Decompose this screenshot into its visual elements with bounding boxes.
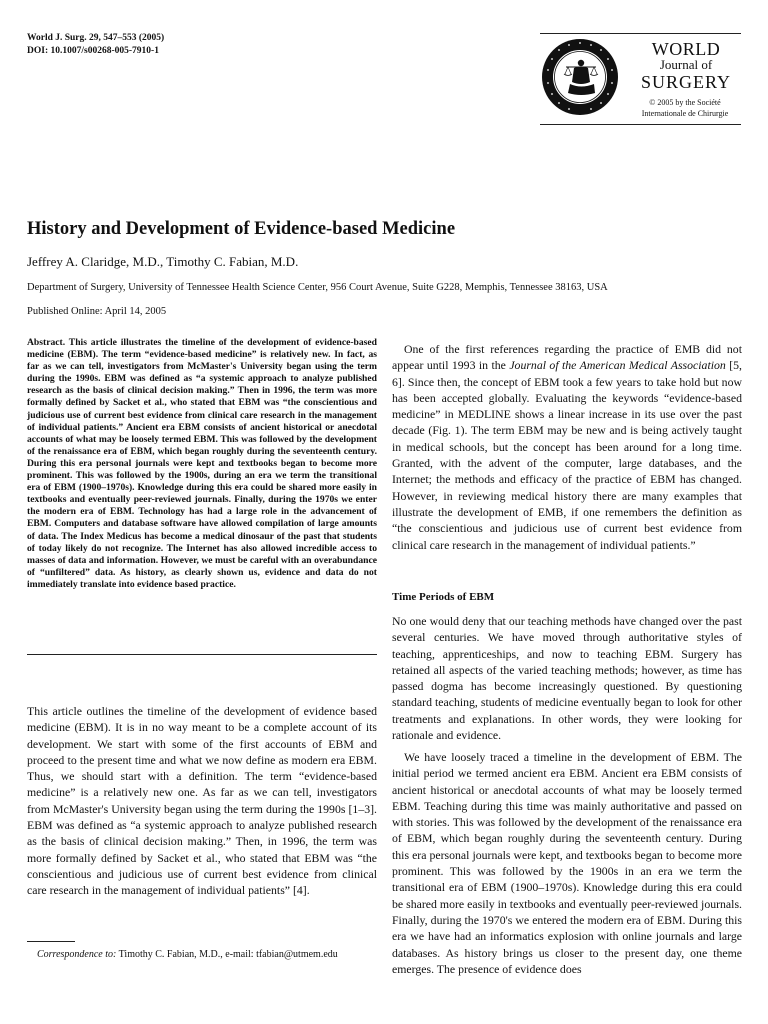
footnote-divider [27, 941, 75, 942]
author-affiliation: Department of Surgery, University of Tennessee Health Science Center, 956 Court Avenue, Suite G228, Memphis, Tennessee 38163, USA [27, 282, 608, 293]
copyright-line-1: © 2005 by the Société [649, 98, 721, 107]
abstract-divider [27, 654, 377, 655]
correspondence-footnote [27, 948, 377, 962]
journal-name-world: WORLD [651, 39, 721, 59]
body-paragraph-1 [392, 341, 742, 553]
abstract-text: Abstract. This article illustrates the timeline of the development of evidence-based medicine (EBM). The term “evidence-based medicine” is relatively new. In fact, as far as we can tell, investigators from McMaster's University began using the term during the 1990s. EBM was defined as “a systemic approach to analyze published research as the basis of clinical decision making.” Then in 1996, the term was more formally defined by Sacket et al., who stated that EBM was “the conscientious and judicious use of current best evidence from clinical care research in the management of individual patients.” Ancient era EBM consists of ancient historical or anecdotal accounts of what may be loosely termed EBM. This was followed by the development of the renaissance era of EBM, which began roughly during the seventeenth century. During this era personal journals were kept and textbooks began to become more prominent. This was followed by the 1900s, during an era we term the transitional era of EBM (1900–1970s). Knowledge during this era could be shared more easily in textbooks and eventually peer-reviewed journals. Finally, during the 1970s we enter the modern era of EBM. Technology has had a large role in the advancement of EBM. Computers and database software have allowed compilation of large amounts of data. The Index Medicus has become a medical dinosaur of the past that students of today likely do not recognize. The Internet has also allowed incredible access to masses of data and information. However, we must be careful with an overabundance of “unfiltered” data. As history, as clearly shown us, evidence and data do not immediately translate into evidence based practice. [27, 337, 377, 590]
intro-paragraph: This article outlines the timeline of the development of evidence based medicine (EBM). It is in no way meant to be a complete account of its development. We start with some of the first accounts of EBM and proceed to the present time and what we now define as modern era EBM. Thus, we should start with a definition. The term “evidence-based medicine” is a relatively new one. As far as we can tell, investigators from McMaster's University began using the term during the 1990s [1–3]. EBM was defined as “a systemic approach to analyze published research as the basis of clinical decision making.” Then, in 1996, the term was more formally defined by Sacket et al., who stated that EBM was “the conscientious and judicious use of current best evidence from clinical care research in the management of individual patients” [4]. [27, 704, 377, 898]
masthead-copyright [628, 97, 742, 119]
journal-name [630, 40, 742, 92]
citation-line-doi: DOI: 10.1007/s00268-005-7910-1 [27, 46, 159, 56]
citation-header [27, 32, 164, 58]
society-seal-logo [540, 37, 620, 117]
journal-name-surgery: SURGERY [640, 72, 732, 92]
citation-line-journal: World J. Surg. 29, 547–553 (2005) [27, 33, 165, 43]
publication-date: Published Online: April 14, 2005 [27, 306, 167, 317]
body-paragraph-2: No one would deny that our teaching methods have changed over the past several centuries. We have moved through authoritative styles of teaching, apprenticeships, and now to teaching EBM. Surgery has retained all aspects of the varied teaching methods; however, as time has passed dogma has become increasingly questioned. By questioning standard teaching, students of medicine eventually began to look for other treatments and explanations. In other words, they were looking for rationale and evidence. [392, 614, 742, 743]
paragraph-1-text-b: [5, 6]. Since then, the concept of EBM took a few years to take hold but now has been accepted globally. Evaluating the keywords “evidence-based medicine” in MEDLINE shows a linear increase in its use over the past decade (Fig. 1). The term EBM may be new and is being actively taught in medical schools, but the concept has been around for a long time. Granted, with the advent of the computer, large databases, and the Internet; the methods and efficacy of the practice of EBM has changed. However, in reviewing medical history there are many examples that illustrate the development of EMB, if one remembers the definition as “the conscientious and judicious use of current best evidence from clinical care research in the management of individual patients.” [392, 358, 743, 552]
paragraph-1-text-a: One of the first references regarding the practice of EMB did not appear until 1993 in the [392, 342, 742, 373]
journal-reference: Journal of the American Medical Association [509, 358, 726, 373]
body-paragraph-3: We have loosely traced a timeline in the development of EBM. The initial period we termed ancient era EBM. Ancient era EBM consists of ancient historical or anecdotal accounts of what may be loosely termed EBM. Teaching during this time was mainly authoritative and passed on with stories. This was followed by the development of the renaissance era of EBM, which began roughly during the seventeenth century. During this era personal journals were kept, and textbooks began to become more prominent. This was followed by the 1900s in an era we term the transitional era of EBM (1900–1970s). Knowledge during this era could be shared more easily in textbooks and eventually peer-reviewed journals. Finally, during the 1970's we entered the modern era of EBM. During this era we have had an informatics explosion with online journals and large databases. As history brings us closer to the present day, one theme emerges. The presence of evidence does [392, 750, 742, 976]
copyright-line-2: Internationale de Chirurgie [641, 109, 729, 118]
footnote-label: Correspondence to: [37, 949, 117, 960]
article-title: History and Development of Evidence-based Medicine [27, 219, 456, 239]
article-authors: Jeffrey A. Claridge, M.D., Timothy C. Fabian, M.D. [27, 254, 299, 269]
section-heading: Time Periods of EBM [392, 591, 495, 603]
journal-name-of: Journal of [659, 57, 713, 72]
footnote-text: Timothy C. Fabian, M.D., e-mail: tfabian@utmem.edu [116, 949, 338, 960]
